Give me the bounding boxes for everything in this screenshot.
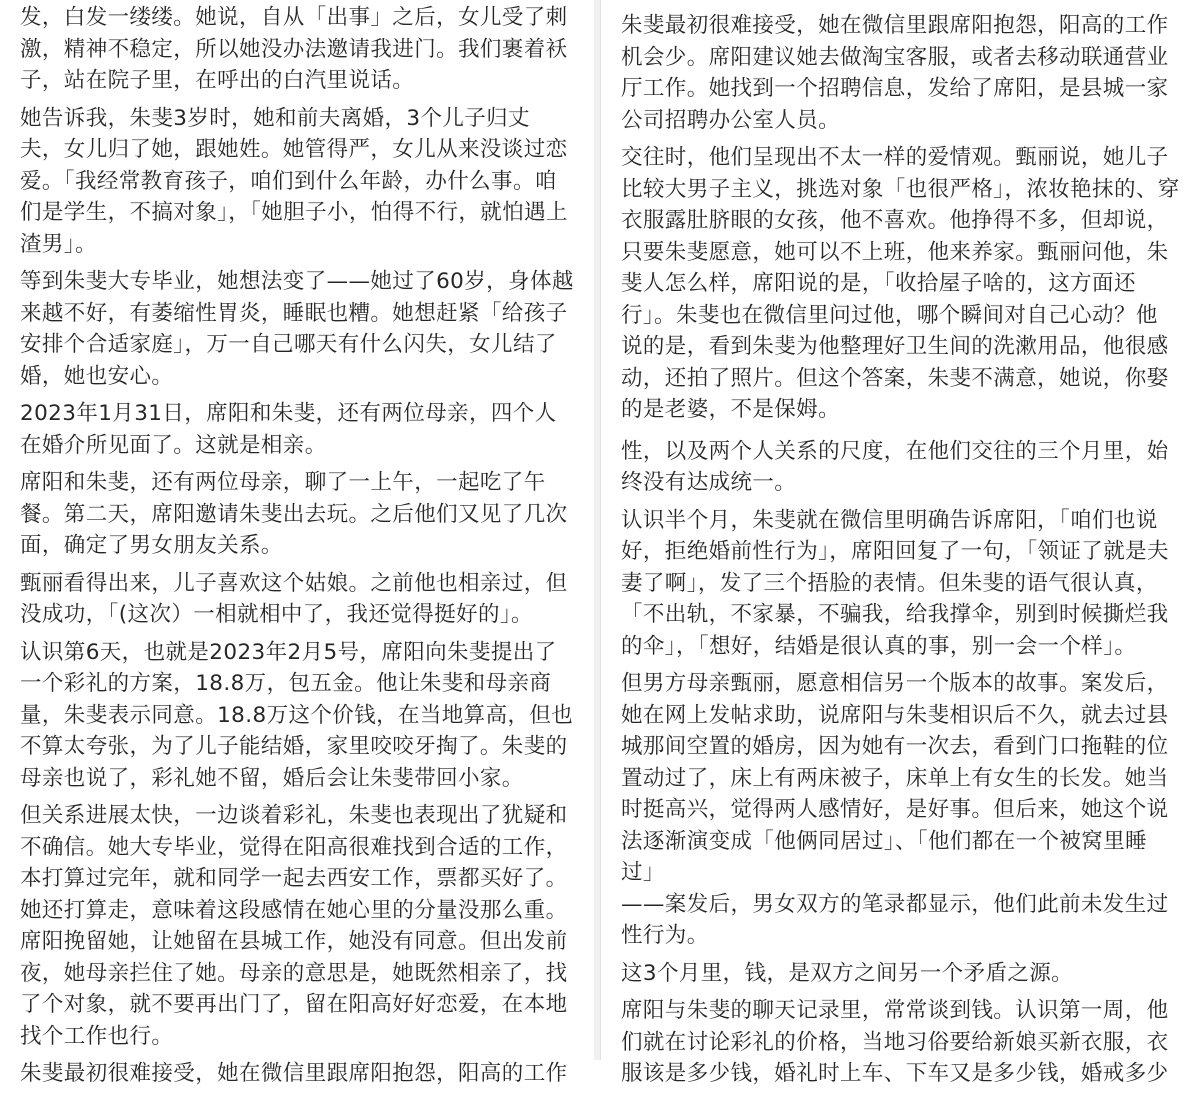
left-text-column [20,2,580,1096]
left-paragraph-5: 席阳和朱斐，还有两位母亲，聊了一上午，一起吃了午 餐。第二天，席阳邀请朱斐出去玩。之后他们又见了几次 面，确定了男女朋友关系。 [20,470,568,558]
right-paragraph-2: 交往时，他们呈现出不太一样的爱情观。甄丽说，她儿子 比较大男子主义，挑选对象「也很严格」，浓妆艳抹的、穿 衣服露肚脐眼的女孩，他不喜欢。他挣得不多，但却说， 只要朱斐愿意，她可以不上班，他来养家。甄丽问他，朱 斐人怎么样，席阳说的是，「收拾屋子啥的，这方面还 行」。朱斐也在微信里问过他，哪个瞬间对自己心动？他 说的是，看到朱斐为他整理好卫生间的洗漱用品，他很感 动，还拍了照片。但这个答案，朱斐不满意，她说，你娶 的是老婆，不是保姆。 [621,145,1180,422]
right-paragraph-3: 性，以及两个人关系的尺度，在他们交往的三个月里，始 终没有达成统一。 [621,438,1169,495]
left-paragraph-2: 她告诉我，朱斐3岁时，她和前夫离婚，3个儿子归丈 夫，女儿归了她，跟她姓。她管得严，女儿从来没谈过恋 爱。「我经常教育孩子，咱们到什么年龄，办什么事。咱 们是学生，不搞对象」，「她胆子小，怕得不行，就怕遇上 渣男」。 [20,105,568,257]
right-screenshot-panel [600,0,1201,1086]
left-paragraph-3: 等到朱斐大专毕业，她想法变了——她过了60岁，身体越 来越不好，有萎缩性胃炎，睡眠也糟。她想赶紧「给孩子 安排个合适家庭」，万一自己哪天有什么闪失，女儿结了 婚，她也安心。 [20,269,574,389]
right-paragraph-4: 认识半个月，朱斐就在微信里明确告诉席阳，「咱们也说 好，拒绝婚前性行为」，席阳回复了一句，「领证了就是夫 妻了啊」，发了三个捂脸的表情。但朱斐的语气很认真， 「不出轨，不家暴，不骗我，给我撑伞，别到时候撕烂我 的伞」，「想好，结婚是很认真的事，别一会一个样」。 [621,507,1169,659]
right-paragraph-6: 这3个月里，钱，是双方之间另一个矛盾之源。 [621,960,1074,986]
right-paragraph-7: 席阳与朱斐的聊天记录里，常常谈到钱。认识第一周，他 们就在讨论彩礼的价格，当地习俗要给新娘买新衣服，衣 服该是多少钱，婚礼时上车、下车又是多少钱，婚戒多少 [621,998,1169,1086]
left-paragraph-1: 发，白发一缕缕。她说，自从「出事」之后，女儿受了刺 激，精神不稳定，所以她没办法邀请我进门。我们裹着袄 子，站在院子里，在呼出的白汽里说话。 [20,5,568,93]
right-text-column [621,10,1186,1096]
left-paragraph-8: 但关系进展太快，一边谈着彩礼，朱斐也表现出了犹疑和 不确信。她大专毕业，觉得在阳高很难找到合适的工作， 本打算过完年，就和同学一起去西安工作，票都买好了。 她还打算走，意味着这段感情在她心里的分量没那么重。 席阳挽留她，让她留在县城工作，她没有同意。但出发前 夜，她母亲拦住了她。母亲的意思是，她既然相亲了，找 了个对象，就不要再出门了，留在阳高好好恋爱，在本地 找个工作也行。 [20,803,568,1049]
right-paragraph-5: 但男方母亲甄丽，愿意相信另一个版本的故事。案发后， 她在网上发帖求助，说席阳与朱斐相识后不久，就去过县 城那间空置的婚房，因为她有一次去，看到门口拖鞋的位 置动过了，床上有两床被子，床单上有女生的长发。她当 时挺高兴，觉得两人感情好，是好事。但后来，她这个说 法逐渐演变成「他俩同居过」、「他们都在一个被窝里睡过」 ——案发后，男女双方的笔录都显示，他们此前未发生过 性行为。 [621,671,1169,948]
left-paragraph-9-cut: 朱斐最初很难接受，她在微信里跟席阳抱怨，阳高的工作 [20,1061,568,1086]
left-screenshot-panel [0,0,594,1086]
left-paragraph-7: 认识第6天，也就是2023年2月5号，席阳向朱斐提出了 一个彩礼的方案，18.8万，包五金。他让朱斐和母亲商 量，朱斐表示同意。18.8万这个价钱，在当地算高，但也 不算太夸张，为了儿子能结婚，家里咬咬牙掏了。朱斐的 母亲也说了，彩礼她不留，婚后会让朱斐带回小家。 [20,639,574,791]
right-paragraph-1: 朱斐最初很难接受，她在微信里跟席阳抱怨，阳高的工作 机会少。席阳建议她去做淘宝客服，或者去移动联通营业 厅工作。她找到一个招聘信息，发给了席阳，是县城一家 公司招聘办公室人员。 [621,13,1169,133]
left-paragraph-6: 甄丽看得出来，儿子喜欢这个姑娘。之前他也相亲过，但 没成功，「(这次）一相就相中了，我还觉得挺好的」。 [20,570,568,627]
left-paragraph-4: 2023年1月31日，席阳和朱斐，还有两位母亲，四个人 在婚介所见面了。这就是相亲。 [20,401,557,458]
